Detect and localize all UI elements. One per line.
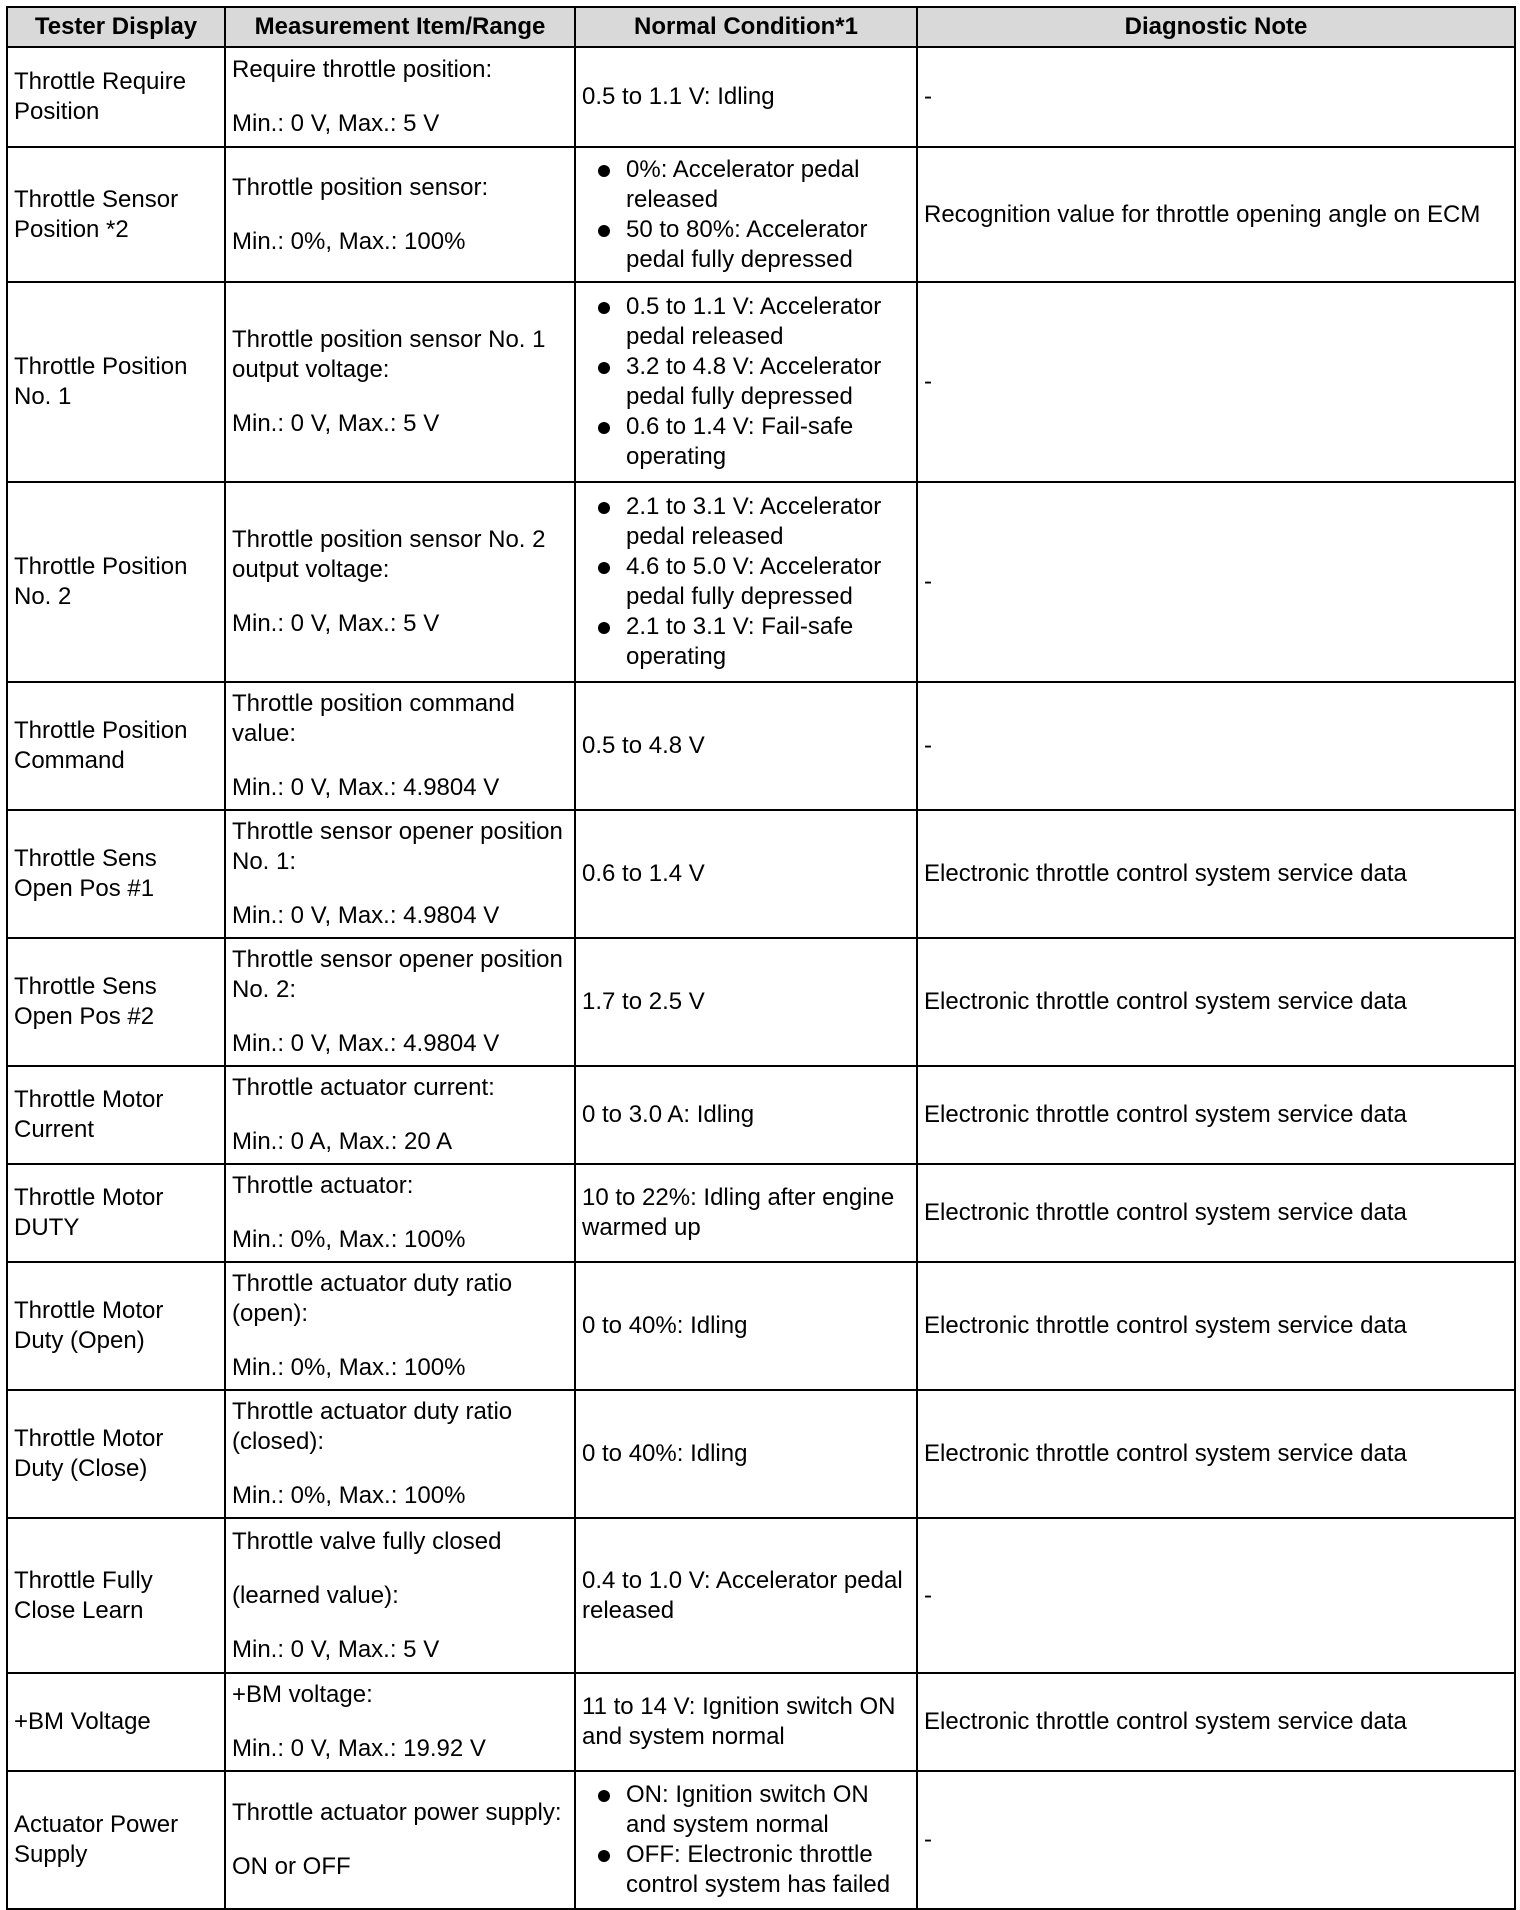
table-row — [7, 482, 1515, 682]
measurement-cell — [225, 282, 575, 482]
condition-text: 4.6 to 5.0 V: Accelerator pedal fully depressed — [626, 553, 882, 610]
table-row — [7, 1262, 1515, 1390]
measurement-line: Min.: 0 A, Max.: 20 A — [232, 1128, 453, 1155]
diagnostic-note-cell: Recognition value for throttle opening angle on ECM — [917, 147, 1515, 282]
condition-list — [582, 1780, 910, 1900]
measurement-line: Min.: 0 V, Max.: 4.9804 V — [232, 902, 500, 929]
tester-display-cell: Throttle Position Command — [7, 682, 225, 810]
normal-condition-cell — [575, 147, 917, 282]
measurement-line — [232, 385, 568, 409]
condition-text: 0%: Accelerator pedal released — [626, 155, 860, 213]
measurement-line: Throttle position sensor No. 2 output voltage: — [232, 526, 546, 583]
measurement-line: Min.: 0 V, Max.: 19.92 V — [232, 1735, 486, 1762]
condition-item — [582, 612, 910, 672]
condition-item — [582, 352, 910, 412]
table-row — [7, 47, 1515, 147]
condition-text: 0 to 40%: Idling — [582, 1312, 748, 1339]
measurement-cell — [225, 1066, 575, 1164]
bullet-icon — [598, 422, 610, 434]
tester-display-cell: Throttle Fully Close Learn — [7, 1518, 225, 1673]
tester-display-cell: Throttle Require Position — [7, 47, 225, 147]
condition-text: 3.2 to 4.8 V: Accelerator pedal fully depressed — [626, 353, 882, 410]
header-measurement-item: Measurement Item/Range — [225, 7, 575, 47]
diagnostic-note-cell: Electronic throttle control system service data — [917, 1673, 1515, 1771]
measurement-line: Throttle position sensor: — [232, 173, 489, 201]
measurement-cell — [225, 810, 575, 938]
header-row — [7, 7, 1515, 47]
bullet-icon — [598, 1790, 610, 1802]
measurement-line: Min.: 0%, Max.: 100% — [232, 1482, 466, 1509]
measurement-line: Min.: 0 V, Max.: 4.9804 V — [232, 1030, 500, 1057]
measurement-line: Throttle valve fully closed — [232, 1527, 502, 1555]
measurement-line: Min.: 0%, Max.: 100% — [232, 227, 466, 255]
condition-list — [582, 292, 910, 472]
bullet-icon — [598, 502, 610, 514]
measurement-line: Min.: 0%, Max.: 100% — [232, 1354, 466, 1381]
measurement-line — [232, 749, 568, 773]
condition-item — [582, 492, 910, 552]
normal-condition-cell — [575, 1066, 917, 1164]
bullet-icon — [598, 1850, 610, 1862]
condition-text: 0.5 to 1.1 V: Idling — [582, 83, 775, 110]
diagnostic-note-cell: Electronic throttle control system service data — [917, 1262, 1515, 1390]
page — [6, 6, 1514, 1898]
header-tester-display: Tester Display — [7, 7, 225, 47]
measurement-line: Throttle sensor opener position No. 1: — [232, 818, 563, 875]
measurement-line — [232, 1005, 568, 1029]
table-row — [7, 282, 1515, 482]
measurement-line: Require throttle position: — [232, 56, 493, 83]
measurement-line: Min.: 0%, Max.: 100% — [232, 1226, 466, 1253]
measurement-line: Throttle actuator duty ratio (open): — [232, 1270, 513, 1327]
table-row — [7, 1771, 1515, 1909]
condition-text: 0.4 to 1.0 V: Accelerator pedal released — [582, 1566, 903, 1624]
measurement-line: Min.: 0 V, Max.: 5 V — [232, 410, 440, 437]
measurement-line — [232, 1201, 568, 1225]
table-row — [7, 682, 1515, 810]
condition-list — [582, 155, 910, 275]
measurement-line: Min.: 0 V, Max.: 5 V — [232, 610, 440, 637]
bullet-icon — [598, 622, 610, 634]
measurement-line: Throttle actuator power supply: — [232, 1799, 562, 1826]
table-body — [7, 47, 1515, 1909]
normal-condition-cell — [575, 1771, 917, 1909]
measurement-line: +BM voltage: — [232, 1681, 373, 1708]
measurement-line: Throttle actuator duty ratio (closed): — [232, 1398, 513, 1455]
condition-text: OFF: Electronic throttle control system has failed — [626, 1841, 891, 1898]
diagnostic-note-cell: - — [917, 1771, 1515, 1909]
normal-condition-cell — [575, 1673, 917, 1771]
measurement-cell — [225, 1262, 575, 1390]
measurement-line: Min.: 0 V, Max.: 5 V — [232, 1635, 440, 1663]
measurement-line — [232, 1457, 568, 1481]
measurement-cell — [225, 1771, 575, 1909]
diagnostic-note-cell: - — [917, 482, 1515, 682]
measurement-line: (learned value): — [232, 1581, 399, 1609]
normal-condition-cell — [575, 1390, 917, 1518]
normal-condition-cell — [575, 1518, 917, 1673]
normal-condition-cell — [575, 282, 917, 482]
condition-item — [582, 155, 910, 215]
diagnostic-note-cell: Electronic throttle control system service data — [917, 810, 1515, 938]
measurement-line — [232, 1611, 568, 1635]
condition-text: 0.5 to 4.8 V — [582, 732, 705, 759]
measurement-line: Throttle position command value: — [232, 690, 515, 747]
condition-item — [582, 412, 910, 472]
condition-text: 0.6 to 1.4 V: Fail-safe operating — [626, 413, 854, 470]
tester-display-cell: Throttle Motor Duty (Open) — [7, 1262, 225, 1390]
measurement-line — [232, 585, 568, 609]
condition-text: 0.6 to 1.4 V — [582, 860, 705, 887]
diagnostic-note-cell: - — [917, 282, 1515, 482]
normal-condition-cell — [575, 1262, 917, 1390]
diagnostic-note-cell: Electronic throttle control system service data — [917, 938, 1515, 1066]
diagnostic-note-cell: - — [917, 47, 1515, 147]
measurement-line: ON or OFF — [232, 1853, 351, 1880]
tester-display-cell: Throttle Position No. 1 — [7, 282, 225, 482]
table-row — [7, 1673, 1515, 1771]
condition-text: 1.7 to 2.5 V — [582, 988, 705, 1015]
measurement-line — [232, 1710, 568, 1734]
diagnostic-note-cell: - — [917, 1518, 1515, 1673]
normal-condition-cell — [575, 938, 917, 1066]
condition-text: 0 to 40%: Idling — [582, 1440, 748, 1467]
measurement-cell — [225, 147, 575, 282]
normal-condition-cell — [575, 810, 917, 938]
tester-display-cell: Throttle Position No. 2 — [7, 482, 225, 682]
condition-item — [582, 215, 910, 275]
bullet-icon — [598, 302, 610, 314]
measurement-line — [232, 1103, 568, 1127]
diagnostic-note-cell: - — [917, 682, 1515, 810]
tester-display-cell: Throttle Sens Open Pos #1 — [7, 810, 225, 938]
measurement-line: Throttle actuator current: — [232, 1074, 495, 1101]
measurement-cell — [225, 938, 575, 1066]
measurement-cell — [225, 682, 575, 810]
condition-text: 2.1 to 3.1 V: Accelerator pedal released — [626, 493, 882, 550]
tester-display-cell: Throttle Motor Duty (Close) — [7, 1390, 225, 1518]
measurement-line: Throttle actuator: — [232, 1172, 414, 1199]
table-row — [7, 1390, 1515, 1518]
condition-text: 2.1 to 3.1 V: Fail-safe operating — [626, 613, 854, 670]
header-normal-condition: Normal Condition*1 — [575, 7, 917, 47]
condition-text: 50 to 80%: Accelerator pedal fully depressed — [626, 215, 868, 273]
condition-text: 10 to 22%: Idling after engine warmed up — [582, 1184, 895, 1241]
tester-display-cell: +BM Voltage — [7, 1673, 225, 1771]
condition-list — [582, 492, 910, 672]
normal-condition-cell — [575, 482, 917, 682]
measurement-cell — [225, 482, 575, 682]
table-row — [7, 810, 1515, 938]
measurement-line — [232, 877, 568, 901]
normal-condition-cell — [575, 47, 917, 147]
measurement-line — [232, 1557, 568, 1581]
tester-display-cell: Throttle Motor DUTY — [7, 1164, 225, 1262]
measurement-line — [232, 1828, 568, 1852]
measurement-line: Throttle sensor opener position No. 2: — [232, 946, 563, 1003]
normal-condition-cell — [575, 682, 917, 810]
table-row — [7, 1066, 1515, 1164]
table-row — [7, 938, 1515, 1066]
bullet-icon — [598, 562, 610, 574]
tester-display-cell: Actuator Power Supply — [7, 1771, 225, 1909]
tester-display-cell: Throttle Sens Open Pos #2 — [7, 938, 225, 1066]
condition-item — [582, 292, 910, 352]
diagnostic-note-cell: Electronic throttle control system service data — [917, 1066, 1515, 1164]
data-list-table — [6, 6, 1516, 1910]
measurement-cell — [225, 47, 575, 147]
header-diagnostic-note: Diagnostic Note — [917, 7, 1515, 47]
bullet-icon — [598, 362, 610, 374]
normal-condition-cell — [575, 1164, 917, 1262]
measurement-line: Min.: 0 V, Max.: 4.9804 V — [232, 774, 500, 801]
diagnostic-note-cell: Electronic throttle control system service data — [917, 1164, 1515, 1262]
measurement-line — [232, 1329, 568, 1353]
tester-display-cell: Throttle Motor Current — [7, 1066, 225, 1164]
measurement-cell — [225, 1518, 575, 1673]
measurement-cell — [225, 1673, 575, 1771]
measurement-cell — [225, 1390, 575, 1518]
condition-item — [582, 552, 910, 612]
measurement-line: Min.: 0 V, Max.: 5 V — [232, 110, 440, 137]
condition-item — [582, 1840, 910, 1900]
condition-text: 0.5 to 1.1 V: Accelerator pedal released — [626, 293, 882, 350]
tester-display-cell: Throttle Sensor Position *2 — [7, 147, 225, 282]
measurement-line: Throttle position sensor No. 1 output voltage: — [232, 326, 546, 383]
measurement-line — [232, 203, 568, 227]
table-row — [7, 147, 1515, 282]
diagnostic-note-cell: Electronic throttle control system service data — [917, 1390, 1515, 1518]
bullet-icon — [598, 225, 610, 237]
table-row — [7, 1164, 1515, 1262]
condition-text: 11 to 14 V: Ignition switch ON and system normal — [582, 1693, 896, 1750]
measurement-line — [232, 85, 568, 109]
condition-item — [582, 1780, 910, 1840]
bullet-icon — [598, 165, 610, 177]
condition-text: ON: Ignition switch ON and system normal — [626, 1781, 869, 1838]
table-row — [7, 1518, 1515, 1673]
measurement-cell — [225, 1164, 575, 1262]
condition-text: 0 to 3.0 A: Idling — [582, 1101, 755, 1128]
